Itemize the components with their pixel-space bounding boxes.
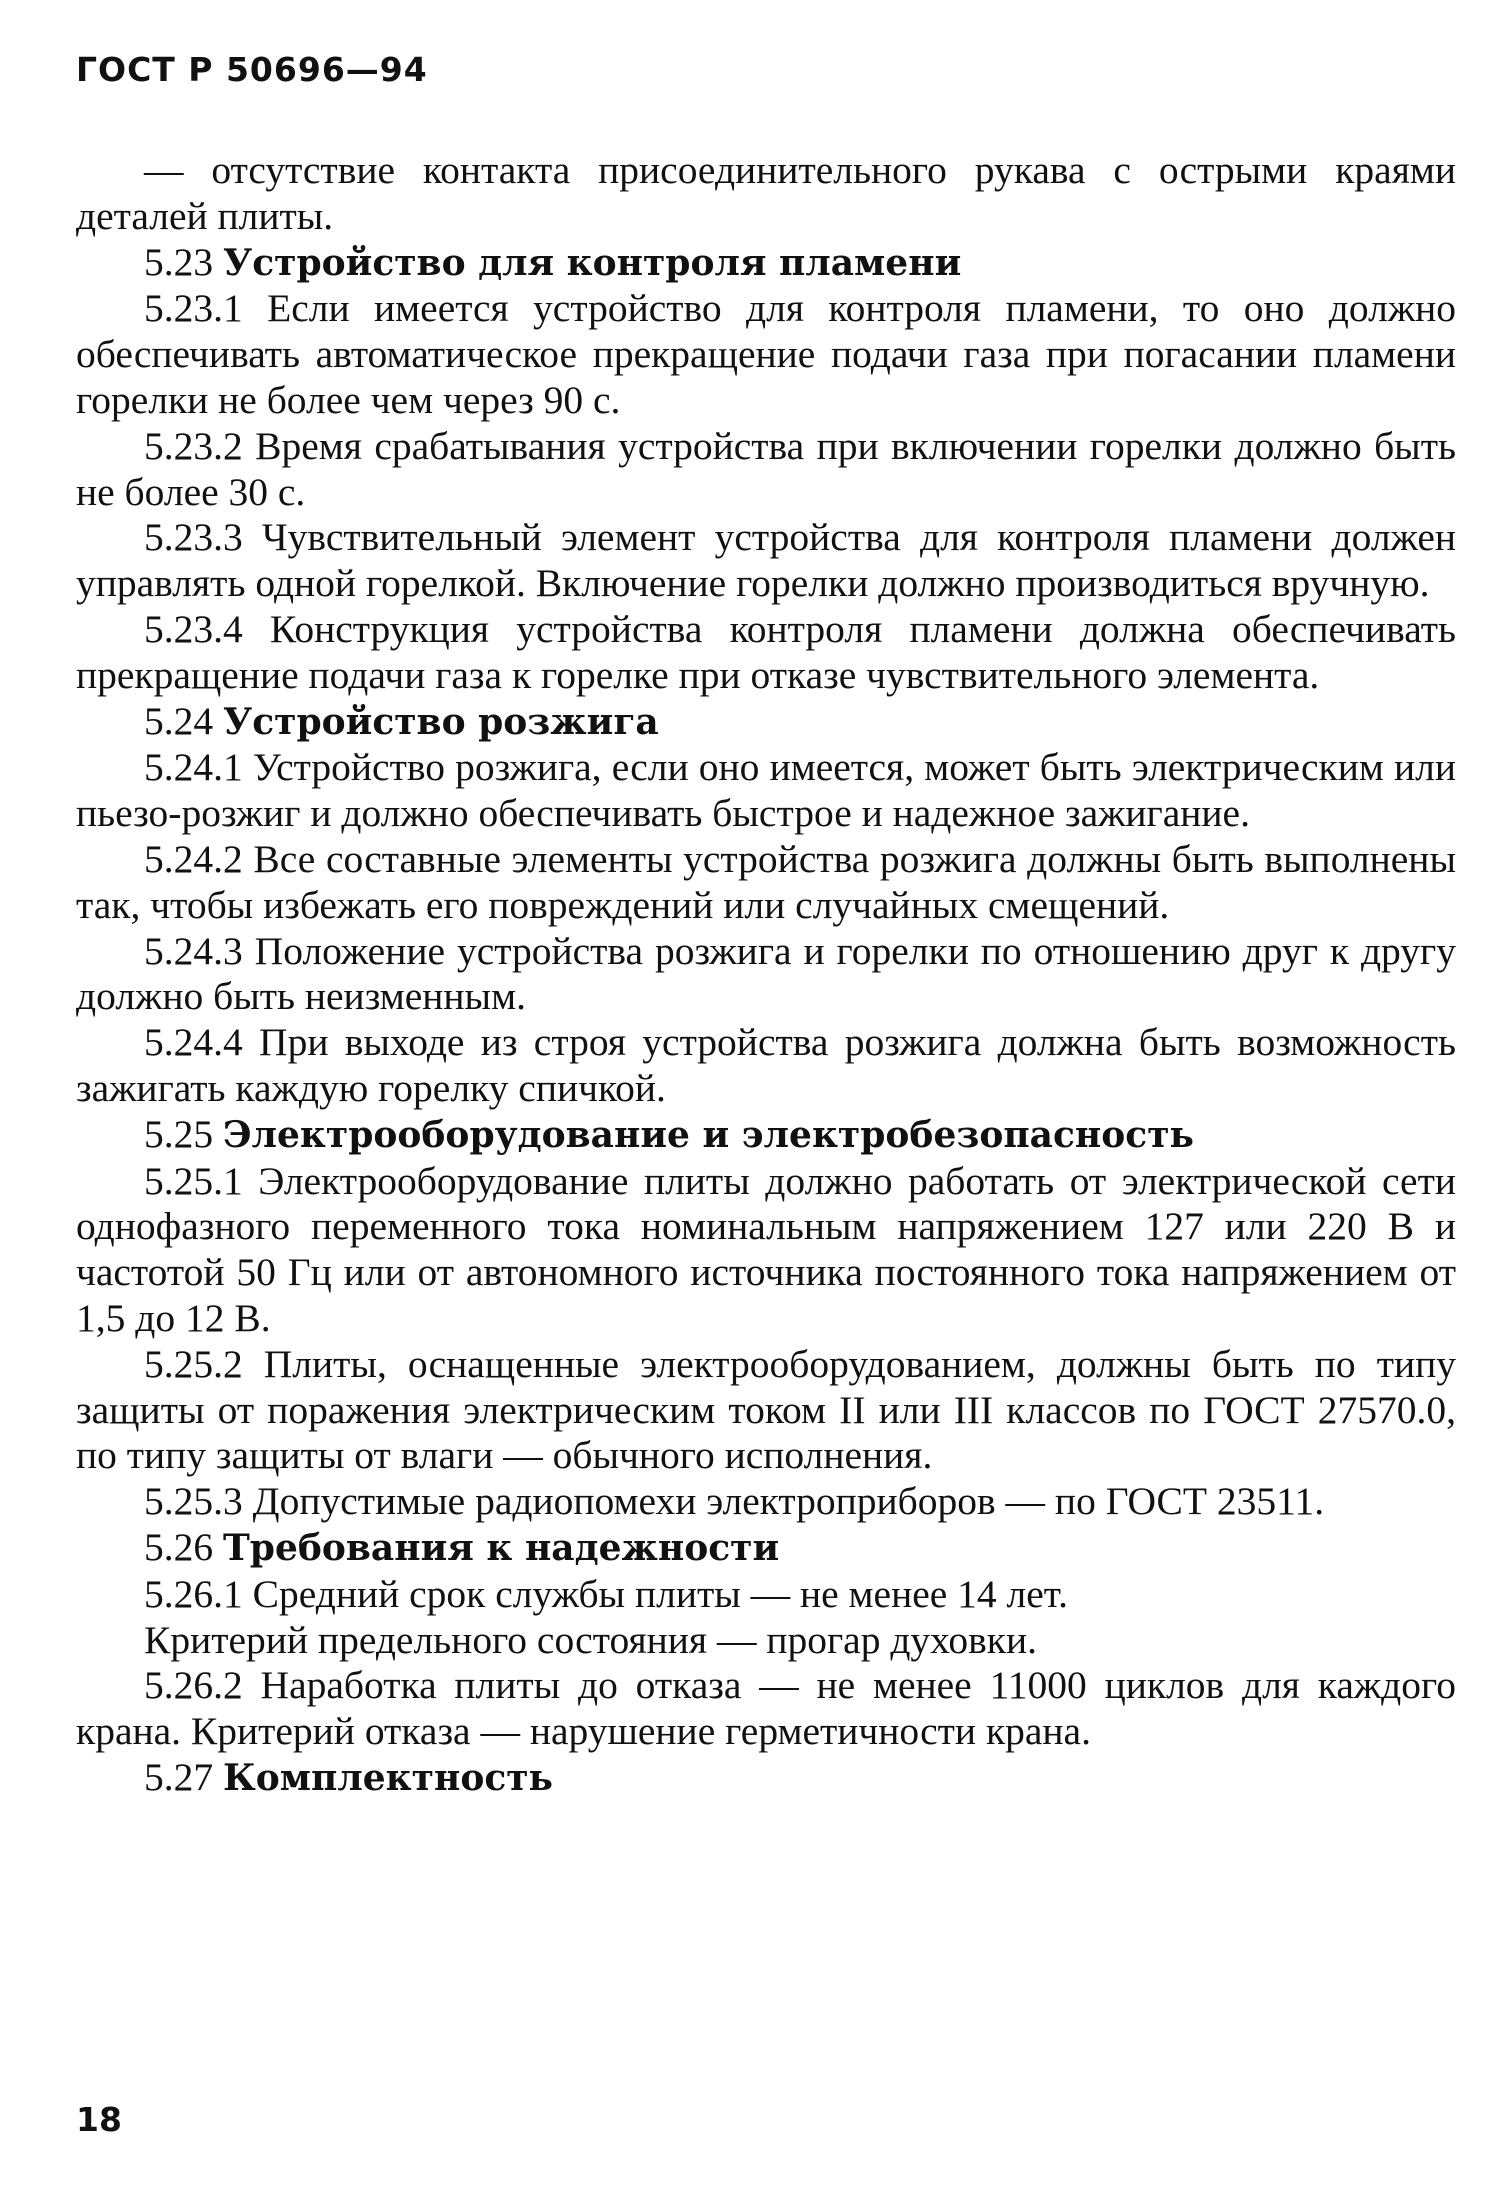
paragraph: 5.23.2 Время срабатывания устройства при включении горелки должно быть не более 30 с.	[76, 423, 1456, 514]
paragraph: 5.25.2 Плиты, оснащенные электрооборудованием, должны быть по типу защиты от поражения электрическим током II или III классов по ГОСТ 27570.0, по типу защиты от влаги — обычного исполнения.	[76, 1341, 1456, 1478]
section-title: Комплектность	[223, 1756, 553, 1799]
section-title: Требования к надежности	[223, 1526, 780, 1569]
paragraph: 5.23.3 Чувствительный элемент устройства для контроля пламени должен управлять одной горелкой. Включение горелки должно производиться вручную.	[76, 515, 1456, 606]
section-number: 5.26	[144, 1524, 214, 1569]
paragraph: 5.24.4 При выходе из строя устройства розжига должна быть возможность зажигать каждую горелку спичкой.	[76, 1020, 1456, 1110]
section-title: Электрооборудование и электробезопасность	[223, 1113, 1194, 1156]
paragraph: 5.24.3 Положение устройства розжига и горелки по отношению друг к другу должно быть неизменным.	[76, 928, 1456, 1019]
section-number: 5.27	[144, 1754, 214, 1799]
page-number: 18	[76, 2100, 122, 2139]
section-number: 5.23	[144, 239, 214, 284]
section-heading	[76, 1755, 1456, 1802]
paragraph: 5.26.2 Наработка плиты до отказа — не менее 11000 циклов для каждого крана. Критерий отказа — нарушение герметичности крана.	[76, 1663, 1456, 1754]
paragraph: 5.23.4 Конструкция устройства контроля пламени должна обеспечивать прекращение подачи газа к горелке при отказе чувствительного элемента.	[76, 606, 1456, 697]
section-heading	[76, 240, 1456, 287]
paragraph: — отсутствие контакта присоединительного рукава с острыми краями деталей плиты.	[76, 148, 1456, 238]
paragraph: 5.24.2 Все составные элементы устройства розжига должны быть выполнены так, чтобы избежать его повреждений или случайных смещений.	[76, 836, 1456, 927]
paragraph: 5.25.1 Электрооборудование плиты должно работать от электрической сети однофазного переменного тока номинальным напряжением 127 или 220 В и частотой 50 Гц или от автономного источника постоянного тока напряжением от 1,5 до 12 В.	[76, 1158, 1456, 1340]
document-body	[76, 148, 1456, 1802]
section-heading	[76, 1525, 1456, 1572]
section-title: Устройство розжига	[223, 700, 659, 743]
section-title: Устройство для контроля пламени	[223, 241, 962, 284]
section-number: 5.24	[144, 698, 214, 743]
paragraph: 5.24.1 Устройство розжига, если оно имеется, может быть электрическим или пьезо-розжиг и должно обеспечивать быстрое и надежное зажигание.	[76, 745, 1456, 836]
paragraph: 5.23.1 Если имеется устройство для контроля пламени, то оно должно обеспечивать автоматическое прекращение подачи газа при погасании пламени горелки не более чем через 90 с.	[76, 286, 1456, 422]
document-header: ГОСТ Р 50696—94	[76, 50, 428, 89]
section-number: 5.25	[144, 1111, 214, 1156]
section-heading	[76, 1112, 1456, 1159]
paragraph: Критерий предельного состояния — прогар духовки.	[144, 1617, 1038, 1662]
paragraph: 5.25.3 Допустимые радиопомехи электроприборов — по ГОСТ 23511.	[144, 1479, 1325, 1524]
section-heading	[76, 699, 1456, 746]
paragraph: 5.26.1 Средний срок службы плиты — не менее 14 лет.	[144, 1571, 1068, 1616]
